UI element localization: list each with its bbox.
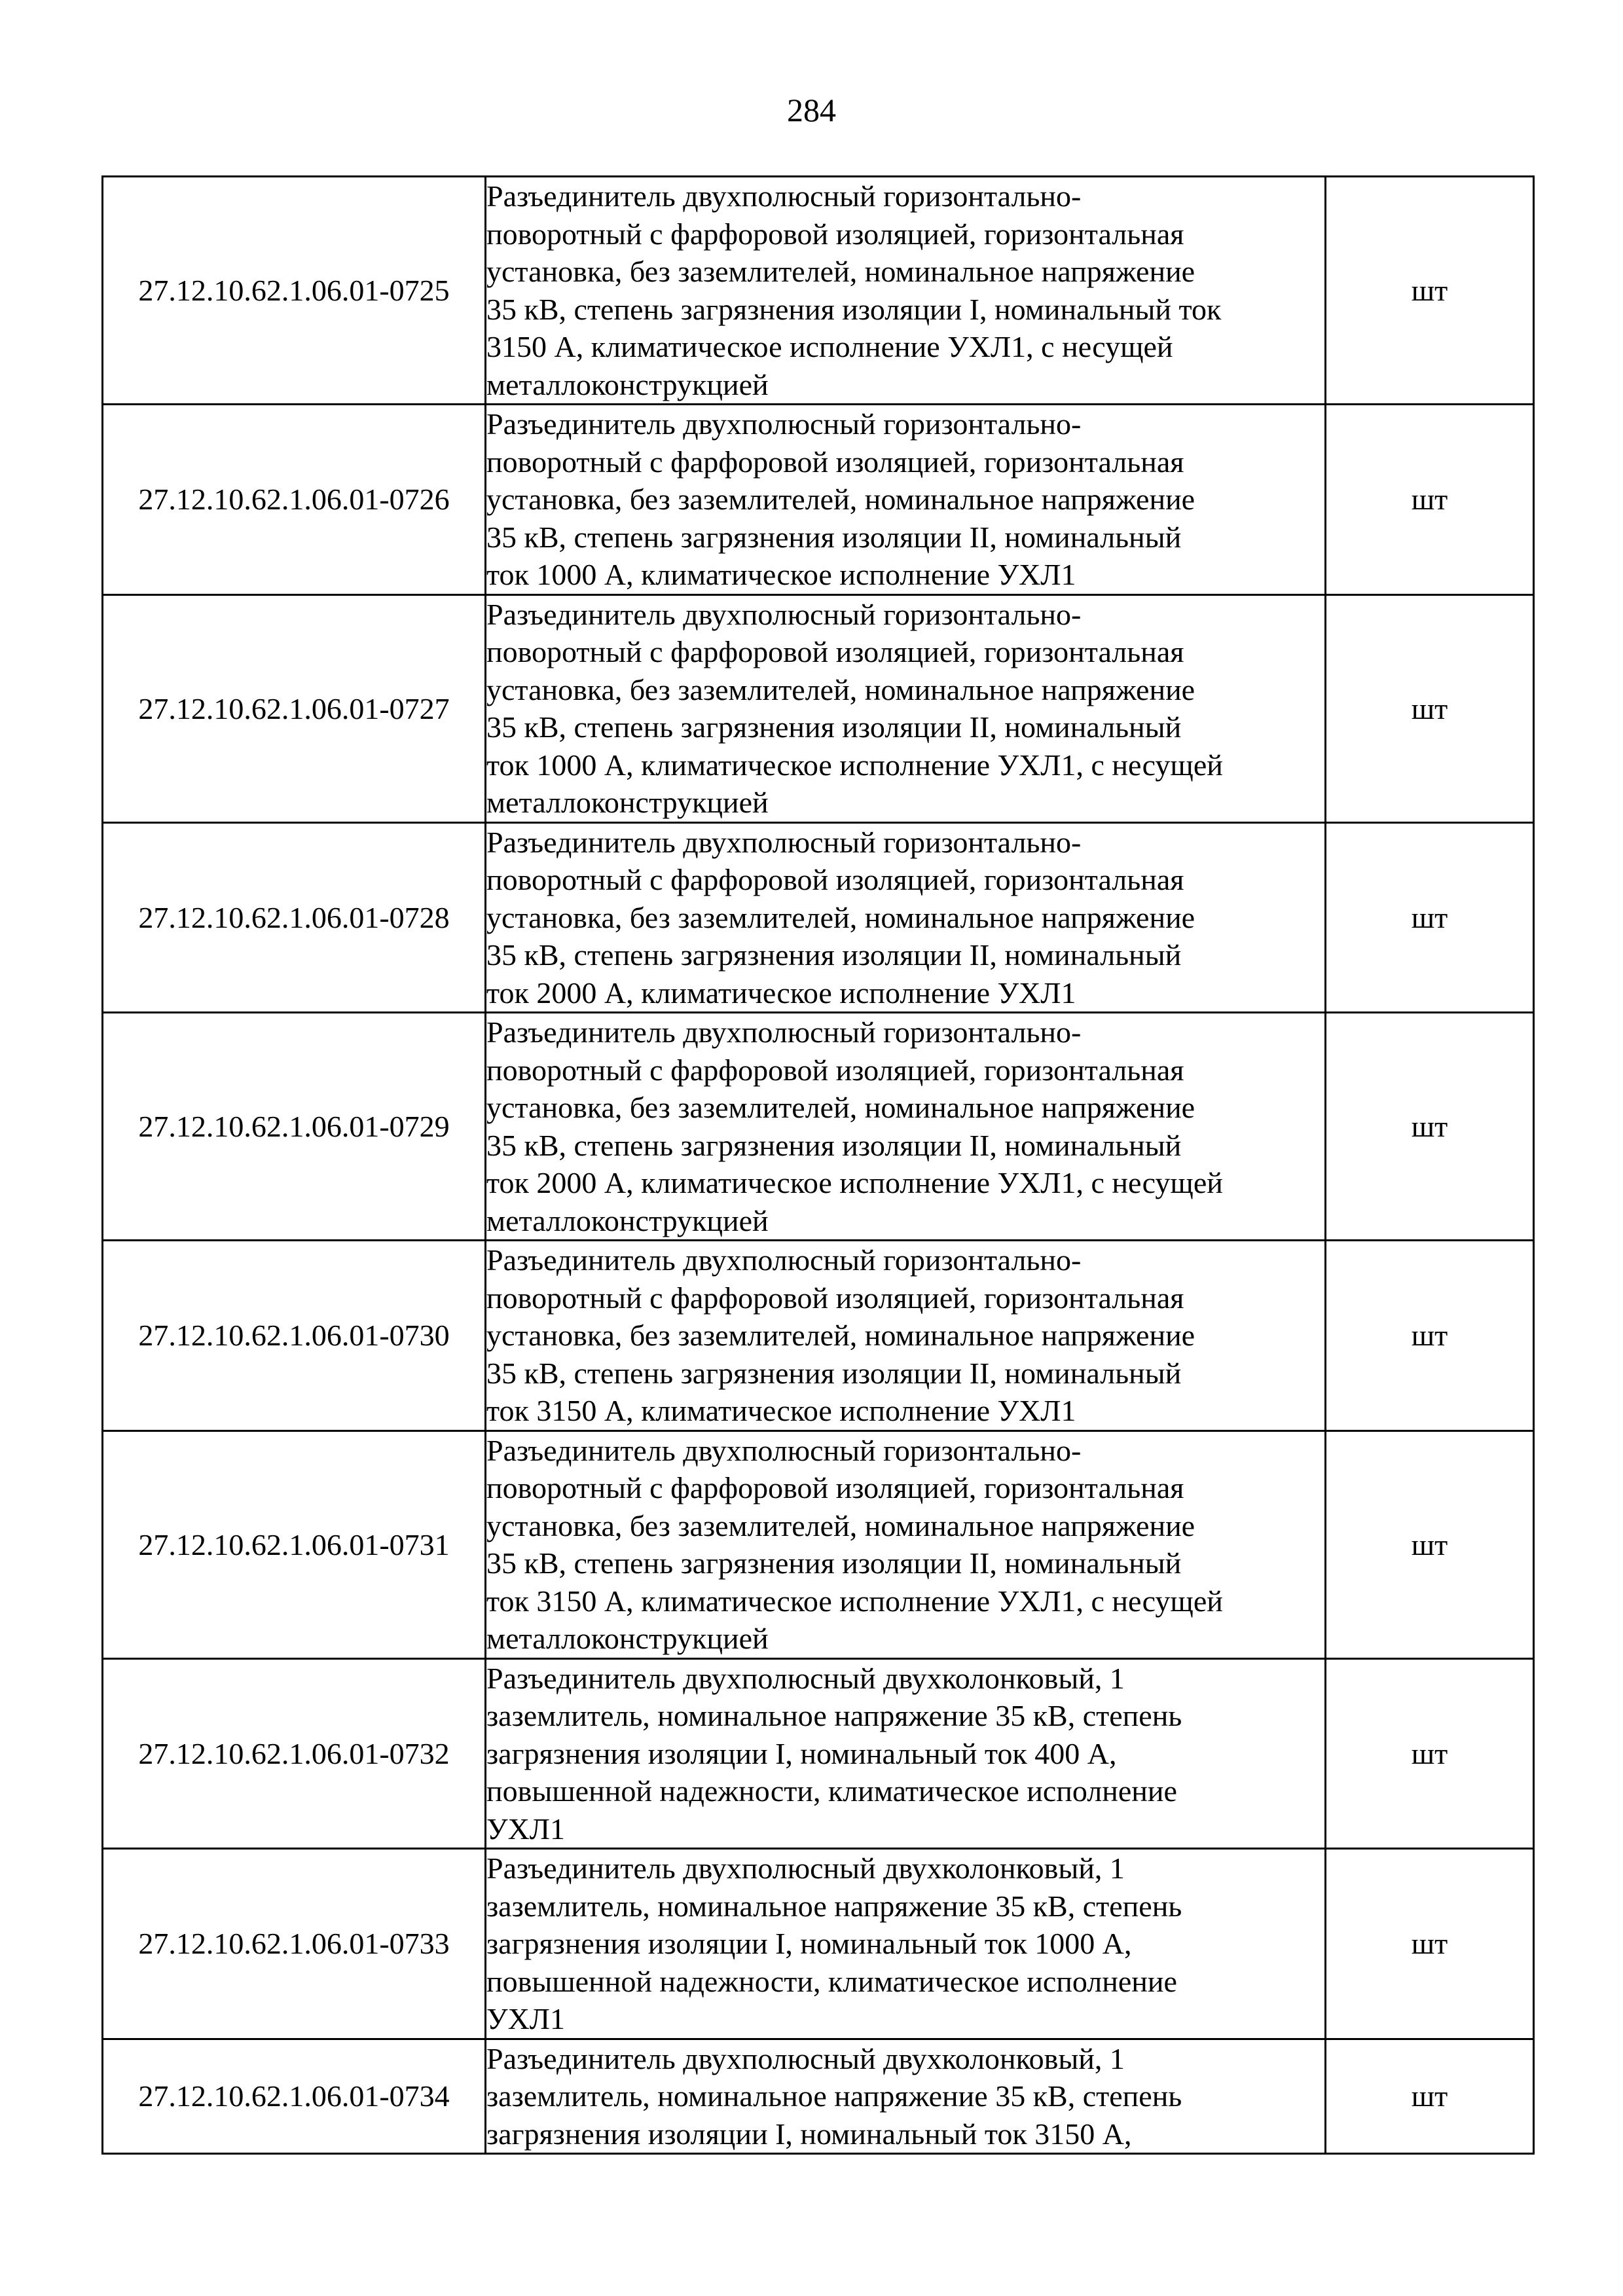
unit-of-measure: шт bbox=[1326, 1849, 1534, 2039]
description-line: ток 3150 А, климатическое исполнение УХЛ1 bbox=[486, 1394, 1076, 1427]
description-line: установка, без заземлителей, номинальное напряжение bbox=[486, 900, 1195, 934]
resource-code: 27.12.10.62.1.06.01-0728 bbox=[103, 822, 486, 1013]
unit-of-measure: шт bbox=[1326, 1658, 1534, 1849]
description-line: 35 кВ, степень загрязнения изоляции II, номинальный bbox=[486, 1356, 1182, 1390]
unit-of-measure: шт bbox=[1326, 405, 1534, 595]
description-line: Разъединитель двухполюсный горизонтально- bbox=[486, 825, 1082, 859]
description-line: 35 кВ, степень загрязнения изоляции II, номинальный bbox=[486, 1128, 1182, 1162]
resource-description bbox=[486, 1658, 1326, 1849]
resource-description bbox=[486, 2039, 1326, 2154]
description-line: металлоконструкцией bbox=[486, 1622, 769, 1655]
description-line: 35 кВ, степень загрязнения изоляции II, номинальный bbox=[486, 1546, 1182, 1580]
unit-of-measure: шт bbox=[1326, 1430, 1534, 1658]
resource-code: 27.12.10.62.1.06.01-0730 bbox=[103, 1241, 486, 1431]
table-row bbox=[103, 1013, 1534, 1241]
resource-description bbox=[486, 1849, 1326, 2039]
unit-of-measure: шт bbox=[1326, 594, 1534, 822]
page-number: 284 bbox=[787, 92, 836, 128]
resource-description bbox=[486, 177, 1326, 405]
description-line: Разъединитель двухполюсный двухколонковый, 1 bbox=[486, 2041, 1125, 2075]
description-line: 35 кВ, степень загрязнения изоляции I, номинальный ток bbox=[486, 292, 1222, 326]
description-line: поворотный с фарфоровой изоляцией, горизонтальная bbox=[486, 635, 1184, 668]
resource-description bbox=[486, 1241, 1326, 1431]
table-row bbox=[103, 177, 1534, 405]
resource-code: 27.12.10.62.1.06.01-0731 bbox=[103, 1430, 486, 1658]
description-line: загрязнения изоляции I, номинальный ток 3150 А, bbox=[486, 2117, 1132, 2151]
description-line: заземлитель, номинальное напряжение 35 кВ, степень bbox=[486, 1889, 1182, 1923]
description-line: 35 кВ, степень загрязнения изоляции II, номинальный bbox=[486, 938, 1182, 972]
description-line: установка, без заземлителей, номинальное напряжение bbox=[486, 255, 1195, 288]
description-line: поворотный с фарфоровой изоляцией, горизонтальная bbox=[486, 1053, 1184, 1087]
description-line: Разъединитель двухполюсный горизонтально- bbox=[486, 597, 1082, 631]
unit-of-measure: шт bbox=[1326, 1013, 1534, 1241]
unit-of-measure: шт bbox=[1326, 2039, 1534, 2154]
resource-description bbox=[486, 405, 1326, 595]
resource-code: 27.12.10.62.1.06.01-0726 bbox=[103, 405, 486, 595]
description-line: поворотный с фарфоровой изоляцией, горизонтальная bbox=[486, 445, 1184, 479]
resource-description bbox=[486, 1013, 1326, 1241]
description-line: поворотный с фарфоровой изоляцией, горизонтальная bbox=[486, 217, 1184, 251]
resource-code: 27.12.10.62.1.06.01-0732 bbox=[103, 1658, 486, 1849]
description-line: загрязнения изоляции I, номинальный ток 400 А, bbox=[486, 1736, 1117, 1770]
description-line: поворотный с фарфоровой изоляцией, горизонтальная bbox=[486, 1281, 1184, 1315]
description-line: Разъединитель двухполюсный горизонтально- bbox=[486, 1243, 1082, 1277]
description-line: заземлитель, номинальное напряжение 35 кВ, степень bbox=[486, 1699, 1182, 1732]
description-line: ток 3150 А, климатическое исполнение УХЛ1, с несущей bbox=[486, 1584, 1223, 1618]
resource-code: 27.12.10.62.1.06.01-0725 bbox=[103, 177, 486, 405]
table-row bbox=[103, 1430, 1534, 1658]
description-line: поворотный с фарфоровой изоляцией, горизонтальная bbox=[486, 863, 1184, 896]
description-line: Разъединитель двухполюсный горизонтально- bbox=[486, 1433, 1082, 1467]
resource-code: 27.12.10.62.1.06.01-0733 bbox=[103, 1849, 486, 2039]
description-line: загрязнения изоляции I, номинальный ток 1000 А, bbox=[486, 1927, 1132, 1960]
table-row bbox=[103, 405, 1534, 595]
catalog-table bbox=[101, 175, 1535, 2155]
table-row bbox=[103, 594, 1534, 822]
unit-of-measure: шт bbox=[1326, 822, 1534, 1013]
description-line: установка, без заземлителей, номинальное напряжение bbox=[486, 1091, 1195, 1124]
description-line: повышенной надежности, климатическое исполнение bbox=[486, 1964, 1177, 1998]
table-row bbox=[103, 1849, 1534, 2039]
description-line: Разъединитель двухполюсный горизонтально- bbox=[486, 407, 1082, 441]
resource-description bbox=[486, 822, 1326, 1013]
description-line: УХЛ1 bbox=[486, 1812, 565, 1846]
resource-code: 27.12.10.62.1.06.01-0734 bbox=[103, 2039, 486, 2154]
description-line: УХЛ1 bbox=[486, 2002, 565, 2035]
description-line: установка, без заземлителей, номинальное напряжение bbox=[486, 483, 1195, 516]
description-line: ток 2000 А, климатическое исполнение УХЛ1 bbox=[486, 975, 1076, 1010]
description-line: повышенной надежности, климатическое исполнение bbox=[486, 1774, 1177, 1808]
description-line: ток 1000 А, климатическое исполнение УХЛ1 bbox=[486, 558, 1076, 591]
catalog-table-body bbox=[103, 177, 1534, 2154]
description-line: установка, без заземлителей, номинальное напряжение bbox=[486, 1508, 1195, 1542]
description-line: ток 2000 А, климатическое исполнение УХЛ1, с несущей bbox=[486, 1166, 1223, 1199]
description-line: 35 кВ, степень загрязнения изоляции II, номинальный bbox=[486, 520, 1182, 554]
description-line: ток 1000 А, климатическое исполнение УХЛ1, с несущей bbox=[486, 748, 1223, 782]
table-row bbox=[103, 1658, 1534, 1849]
resource-code: 27.12.10.62.1.06.01-0729 bbox=[103, 1013, 486, 1241]
unit-of-measure: шт bbox=[1326, 177, 1534, 405]
resource-description bbox=[486, 594, 1326, 822]
description-line: поворотный с фарфоровой изоляцией, горизонтальная bbox=[486, 1471, 1184, 1504]
description-line: 35 кВ, степень загрязнения изоляции II, номинальный bbox=[486, 710, 1182, 744]
description-line: заземлитель, номинальное напряжение 35 кВ, степень bbox=[486, 2079, 1182, 2113]
table-row bbox=[103, 1241, 1534, 1431]
description-line: Разъединитель двухполюсный горизонтально- bbox=[486, 179, 1082, 213]
table-row bbox=[103, 822, 1534, 1013]
description-line: Разъединитель двухполюсный двухколонковый, 1 bbox=[486, 1851, 1125, 1885]
description-line: Разъединитель двухполюсный горизонтально- bbox=[486, 1015, 1082, 1049]
resource-code: 27.12.10.62.1.06.01-0727 bbox=[103, 594, 486, 822]
description-line: 3150 А, климатическое исполнение УХЛ1, с несущей bbox=[486, 330, 1173, 363]
description-line: установка, без заземлителей, номинальное напряжение bbox=[486, 1319, 1195, 1352]
table-row bbox=[103, 2039, 1534, 2154]
unit-of-measure: шт bbox=[1326, 1241, 1534, 1431]
description-line: установка, без заземлителей, номинальное напряжение bbox=[486, 672, 1195, 706]
description-line: металлоконструкцией bbox=[486, 367, 769, 401]
description-line: металлоконструкцией bbox=[486, 786, 769, 819]
description-line: металлоконструкцией bbox=[486, 1203, 769, 1237]
description-line: Разъединитель двухполюсный двухколонковый, 1 bbox=[486, 1661, 1125, 1695]
resource-description bbox=[486, 1430, 1326, 1658]
